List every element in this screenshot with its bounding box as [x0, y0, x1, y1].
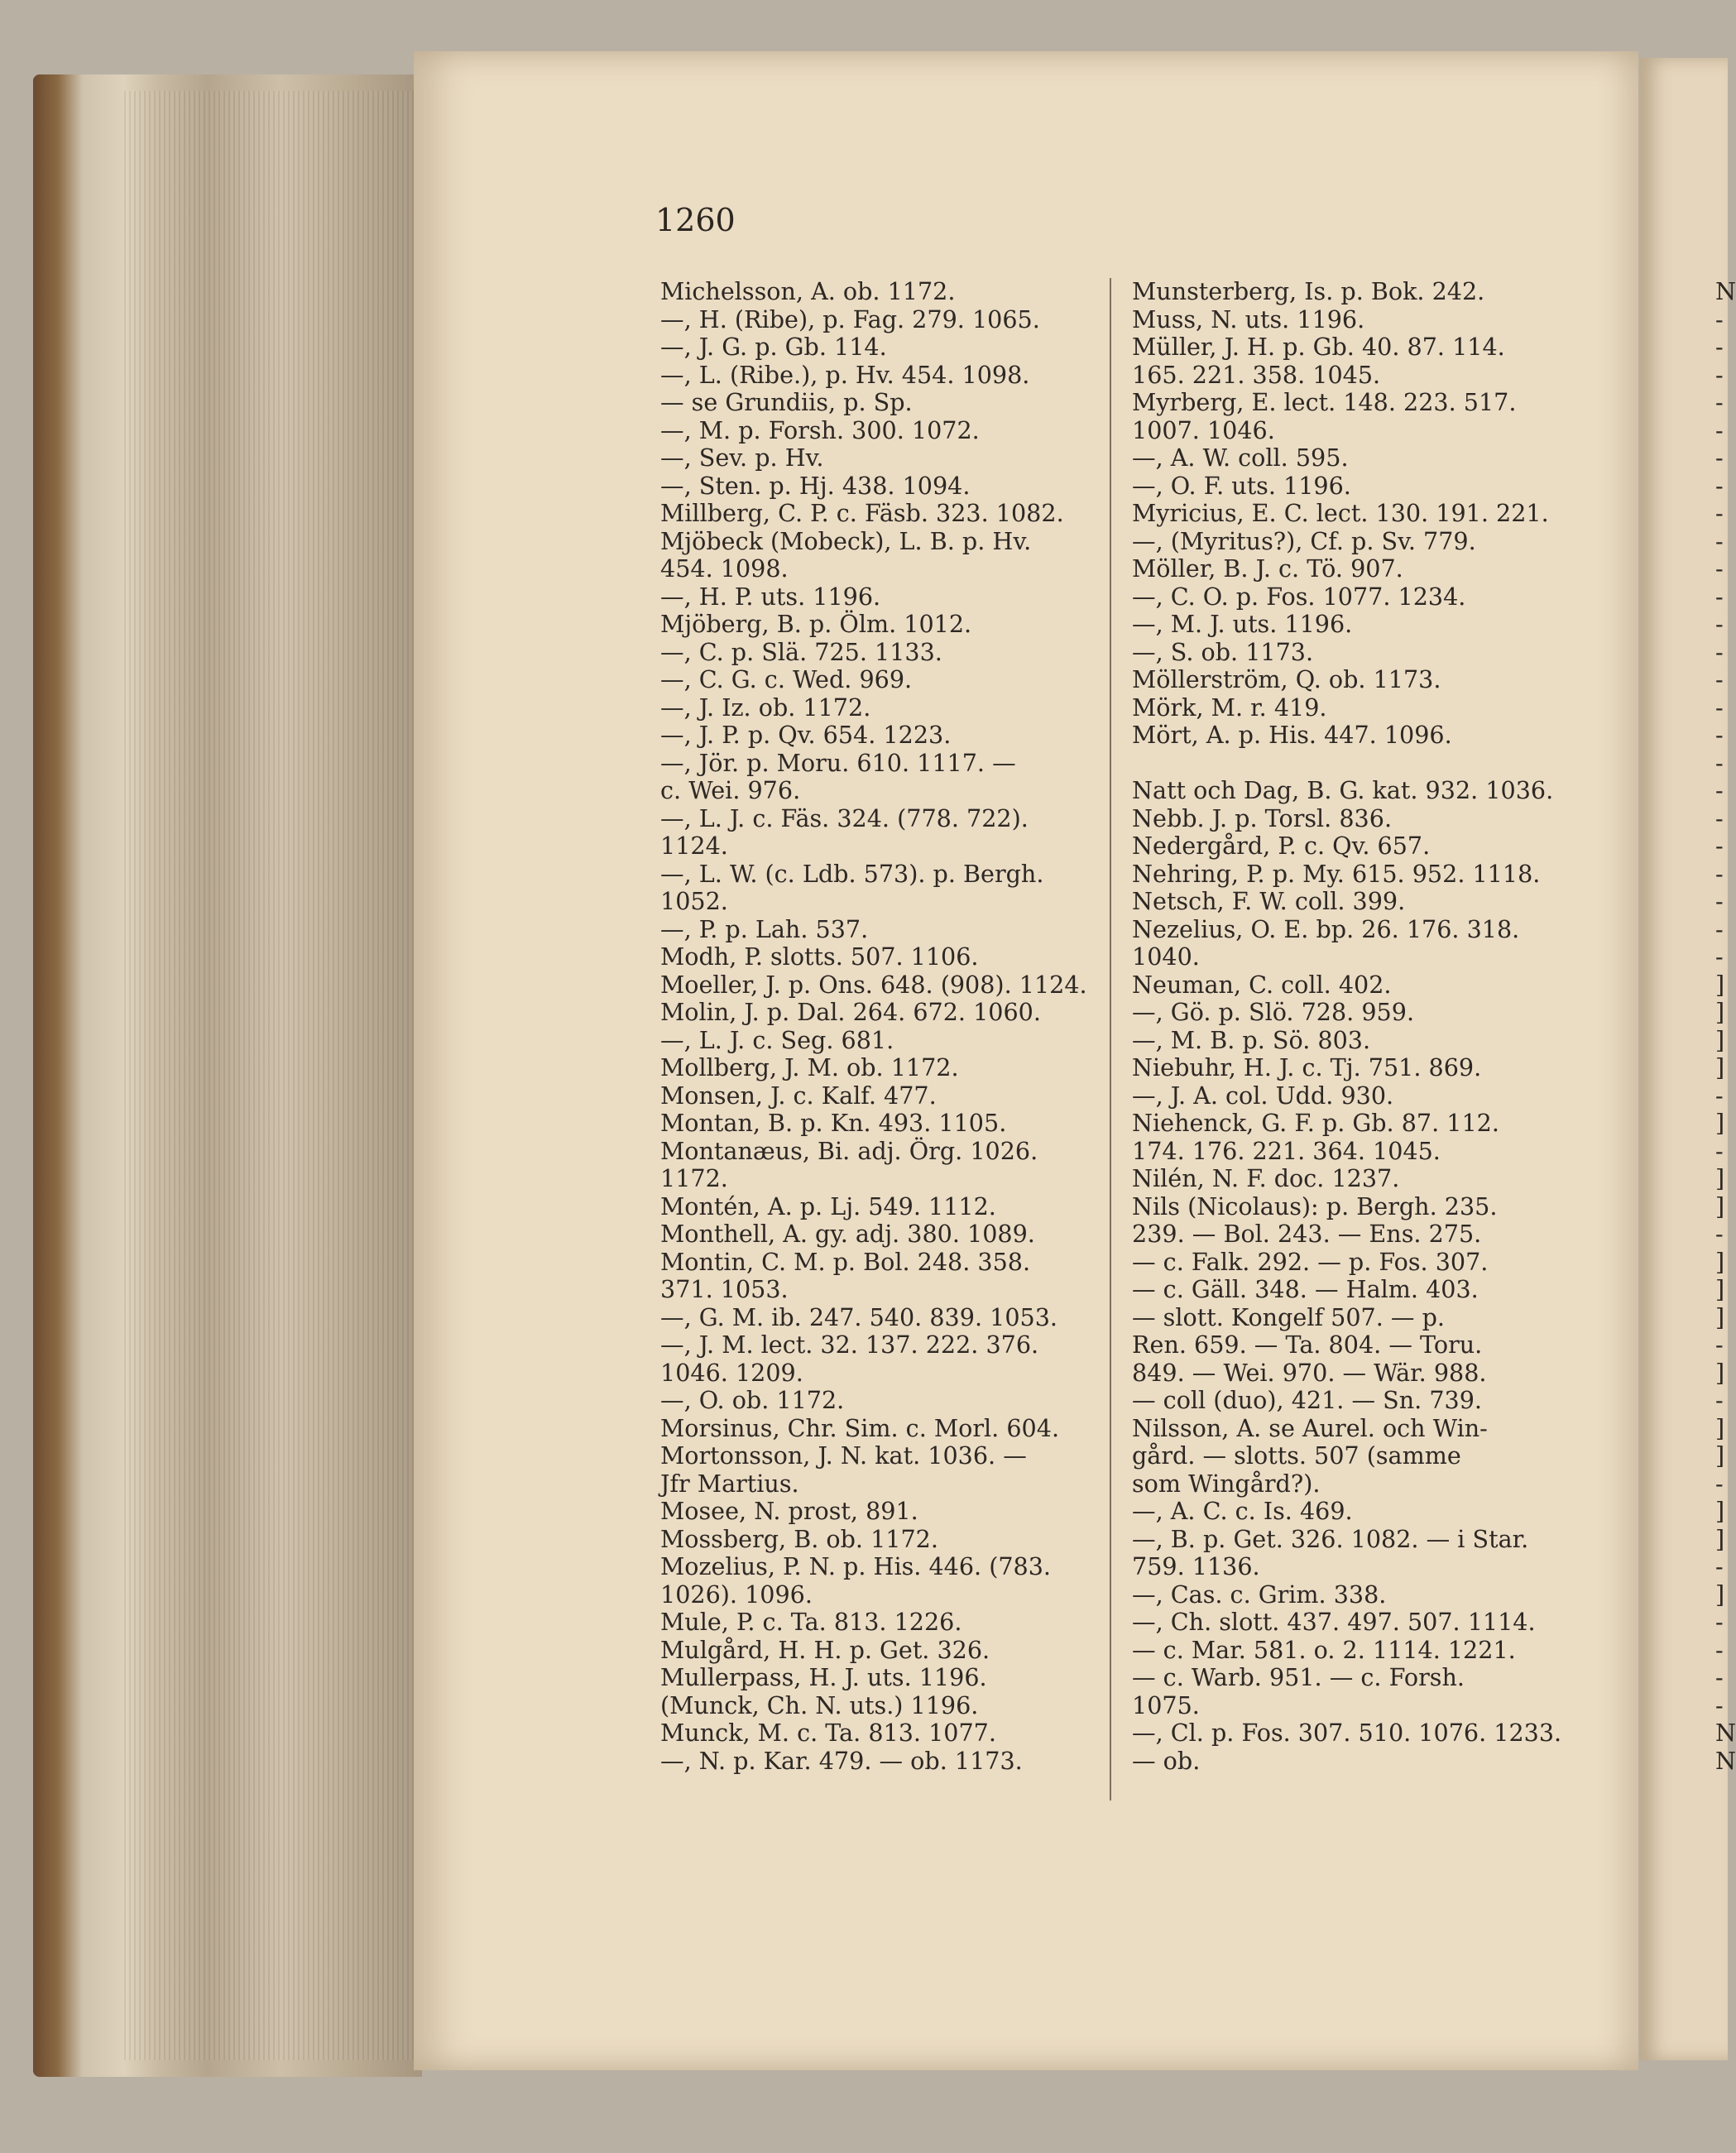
index-entry: Neuman, C. coll. 402. [1132, 970, 1392, 999]
index-entry: —, O. F. uts. 1196. [1132, 471, 1351, 500]
edge-mark: - [1715, 582, 1724, 611]
index-entry: Mört, A. p. His. 447. 1096. [1132, 721, 1452, 749]
index-entry: Morsinus, Chr. Sim. c. Morl. 604. [660, 1413, 1060, 1442]
index-entry: Mule, P. c. Ta. 813. 1226. [660, 1608, 962, 1636]
edge-mark: - [1715, 748, 1724, 777]
edge-mark: ] [1715, 998, 1725, 1026]
index-entry: Mjöberg, B. p. Ölm. 1012. [660, 610, 972, 638]
index-entry: Nedergård, P. c. Qv. 657. [1132, 832, 1431, 860]
index-entry: 454. 1098. [660, 554, 789, 583]
index-entry: Mollberg, J. M. ob. 1172. [660, 1053, 959, 1081]
edge-mark: - [1715, 444, 1724, 472]
index-entry: —, Cas. c. Grim. 338. [1132, 1580, 1387, 1609]
edge-mark: ] [1715, 1580, 1725, 1609]
index-entry: 1124. [660, 832, 728, 860]
index-entry: —, Sev. p. Hv. [660, 444, 824, 472]
edge-mark: N [1715, 1746, 1736, 1775]
edge-mark: ] [1715, 1302, 1725, 1331]
index-entry: —, J. A. col. Udd. 930. [1132, 1081, 1394, 1110]
edge-mark: - [1715, 415, 1724, 444]
edge-mark: - [1715, 499, 1724, 527]
index-entry: —, Ch. slott. 437. 497. 507. 1114. [1132, 1608, 1536, 1636]
edge-mark: - [1715, 304, 1724, 333]
index-entry: Mossberg, B. ob. 1172. [660, 1524, 938, 1553]
index-entry: — se Grundiis, p. Sp. [660, 388, 913, 416]
index-entry: Niehenck, G. F. p. Gb. 87. 112. [1132, 1109, 1499, 1137]
index-entry: Monsen, J. c. Kalf. 477. [660, 1081, 937, 1110]
index-entry: —, C. G. c. Wed. 969. [660, 665, 913, 693]
index-entry: —, P. p. Lah. 537. [660, 914, 869, 943]
edge-mark: ] [1715, 1358, 1725, 1387]
index-entry: —, M. B. p. Sö. 803. [1132, 1025, 1371, 1054]
index-entry: —, L. (Ribe.), p. Hv. 454. 1098. [660, 360, 1030, 389]
index-entry: — coll (duo), 421. — Sn. 739. [1132, 1386, 1483, 1414]
edge-mark: ] [1715, 1053, 1725, 1081]
index-entry: 174. 176. 221. 364. 1045. [1132, 1136, 1441, 1165]
edge-mark: - [1715, 554, 1724, 583]
index-entry: — c. Mar. 581. o. 2. 1114. 1221. [1132, 1635, 1516, 1664]
index-entry: —, Gö. p. Slö. 728. 959. [1132, 998, 1415, 1026]
index-entry: Mullerpass, H. J. uts. 1196. [660, 1663, 987, 1691]
index-entry: Moeller, J. p. Ons. 648. (908). 1124. [660, 970, 1087, 999]
index-entry: Mozelius, P. N. p. His. 446. (783. [660, 1552, 1052, 1580]
edge-mark: N [1715, 1719, 1736, 1747]
index-entry: Monthell, A. gy. adj. 380. 1089. [660, 1220, 1035, 1248]
index-entry: Nils (Nicolaus): p. Bergh. 235. [1132, 1192, 1498, 1220]
index-entry: —, L. J. c. Seg. 681. [660, 1025, 894, 1054]
column-divider [1110, 278, 1111, 1801]
index-entry: —, N. p. Kar. 479. — ob. 1173. [660, 1746, 1023, 1775]
index-entry: — ob. [1132, 1746, 1201, 1775]
index-entry: — c. Warb. 951. — c. Forsh. [1132, 1663, 1465, 1691]
index-entry: Michelsson, A. ob. 1172. [660, 277, 956, 305]
index-entry: 1026). 1096. [660, 1580, 813, 1609]
index-entry [1132, 750, 1579, 778]
edge-mark: - [1715, 887, 1724, 915]
index-entry: —, M. p. Forsh. 300. 1072. [660, 415, 980, 444]
edge-mark: ] [1715, 1524, 1725, 1553]
index-entry: Jfr Martius. [660, 1469, 799, 1498]
index-entry: — c. Falk. 292. — p. Fos. 307. [1132, 1247, 1489, 1276]
right-column [1132, 278, 1579, 1775]
index-entry: 165. 221. 358. 1045. [1132, 360, 1381, 389]
index-entry: —, Jör. p. Moru. 610. 1117. — [660, 748, 1016, 777]
edge-mark: - [1715, 914, 1724, 943]
edge-mark: - [1715, 859, 1724, 888]
index-entry: Montin, C. M. p. Bol. 248. 358. [660, 1247, 1031, 1276]
index-entry: —, (Myritus?), Cf. p. Sv. 779. [1132, 526, 1476, 555]
index-entry: Modh, P. slotts. 507. 1106. [660, 942, 979, 971]
index-entry: 1046. 1209. [660, 1358, 803, 1387]
edge-mark: - [1715, 1608, 1724, 1636]
edge-mark: - [1715, 1635, 1724, 1664]
index-entry: 1172. [660, 1164, 728, 1192]
index-entry: Myrberg, E. lect. 148. 223. 517. [1132, 388, 1517, 416]
edge-mark: N [1715, 277, 1736, 305]
index-entry: Nezelius, O. E. bp. 26. 176. 318. [1132, 914, 1520, 943]
index-entry: Muss, N. uts. 1196. [1132, 304, 1365, 333]
page-number: 1260 [655, 202, 736, 238]
index-entry: Ren. 659. — Ta. 804. — Toru. [1132, 1331, 1483, 1359]
index-entry: Natt och Dag, B. G. kat. 932. 1036. [1132, 776, 1554, 804]
index-entry: 239. — Bol. 243. — Ens. 275. [1132, 1220, 1482, 1248]
index-entry: 759. 1136. [1132, 1552, 1260, 1580]
edge-mark: - [1715, 1552, 1724, 1580]
edge-mark: - [1715, 942, 1724, 971]
index-entry: 1007. 1046. [1132, 415, 1275, 444]
edge-mark: ] [1715, 1192, 1725, 1220]
index-entry: som Wingård?). [1132, 1469, 1321, 1498]
index-entry: —, B. p. Get. 326. 1082. — i Star. [1132, 1524, 1529, 1553]
index-entry: —, G. M. ib. 247. 540. 839. 1053. [660, 1302, 1057, 1331]
index-entry: —, J. Iz. ob. 1172. [660, 693, 871, 722]
index-entry: 371. 1053. [660, 1275, 789, 1303]
index-entry: Molin, J. p. Dal. 264. 672. 1060. [660, 998, 1041, 1026]
index-entry: gård. — slotts. 507 (samme [1132, 1441, 1461, 1470]
index-entry: 849. — Wei. 970. — Wär. 988. [1132, 1358, 1487, 1387]
index-entry: —, H. P. uts. 1196. [660, 582, 881, 611]
index-entry: —, C. O. p. Fos. 1077. 1234. [1132, 582, 1466, 611]
edge-mark: - [1715, 1331, 1724, 1359]
edge-mark: ] [1715, 1413, 1725, 1442]
index-entry: —, L. J. c. Fäs. 324. (778. 722). [660, 803, 1029, 832]
index-entry: Mörk, M. r. 419. [1132, 693, 1327, 722]
edge-mark: - [1715, 776, 1724, 804]
index-entry: (Munck, Ch. N. uts.) 1196. [660, 1690, 979, 1719]
index-entry: —, M. J. uts. 1196. [1132, 610, 1353, 638]
index-entry: —, J. G. p. Gb. 114. [660, 333, 887, 361]
index-entry: Nehring, P. p. My. 615. 952. 1118. [1132, 859, 1541, 888]
index-entry: Mjöbeck (Mobeck), L. B. p. Hv. [660, 526, 1032, 555]
page-block-edge [33, 74, 422, 2077]
index-entry: —, A. W. coll. 595. [1132, 444, 1349, 472]
index-entry: — c. Gäll. 348. — Halm. 403. [1132, 1275, 1479, 1303]
edge-mark: - [1715, 526, 1724, 555]
index-entry: Nilsson, A. se Aurel. och Win- [1132, 1413, 1488, 1442]
edge-mark: - [1715, 1386, 1724, 1414]
index-entry: 1040. [1132, 942, 1200, 971]
index-entry: —, C. p. Slä. 725. 1133. [660, 637, 942, 666]
index-entry: Montén, A. p. Lj. 549. 1112. [660, 1192, 996, 1220]
edge-mark: - [1715, 1220, 1724, 1248]
edge-mark: ] [1715, 1109, 1725, 1137]
edge-mark: ] [1715, 1164, 1725, 1192]
edge-mark: - [1715, 832, 1724, 860]
index-entry: Munsterberg, Is. p. Bok. 242. [1132, 277, 1485, 305]
edge-mark: - [1715, 637, 1724, 666]
index-entry: —, O. ob. 1172. [660, 1386, 845, 1414]
edge-mark: ] [1715, 1497, 1725, 1525]
edge-mark: - [1715, 721, 1724, 749]
edge-mark: ] [1715, 1441, 1725, 1470]
index-entry: Möller, B. J. c. Tö. 907. [1132, 554, 1403, 583]
index-entry: —, J. M. lect. 32. 137. 222. 376. [660, 1331, 1039, 1359]
edge-mark: - [1715, 471, 1724, 500]
edge-mark: ] [1715, 1025, 1725, 1054]
edge-mark: - [1715, 803, 1724, 832]
left-column [660, 278, 1107, 1775]
next-page-text-edge [1715, 277, 1736, 1775]
edge-mark: - [1715, 388, 1724, 416]
edge-mark: - [1715, 610, 1724, 638]
index-entry: 1052. [660, 887, 728, 915]
index-entry: Millberg, C. P. c. Fäsb. 323. 1082. [660, 499, 1064, 527]
edge-mark: - [1715, 360, 1724, 389]
index-entry: Mosee, N. prost, 891. [660, 1497, 918, 1525]
index-entry: Müller, J. H. p. Gb. 40. 87. 114. [1132, 333, 1505, 361]
index-entry: —, H. (Ribe), p. Fag. 279. 1065. [660, 304, 1040, 333]
index-entry: —, Sten. p. Hj. 438. 1094. [660, 471, 971, 500]
edge-mark: - [1715, 665, 1724, 693]
edge-mark: - [1715, 693, 1724, 722]
index-entry: Nebb. J. p. Torsl. 836. [1132, 803, 1393, 832]
index-entry: —, A. C. c. Is. 469. [1132, 1497, 1353, 1525]
edge-mark: - [1715, 1081, 1724, 1110]
index-entry: 1075. [1132, 1690, 1200, 1719]
index-entry: —, J. P. p. Qv. 654. 1223. [660, 721, 952, 749]
index-entry: Niebuhr, H. J. c. Tj. 751. 869. [1132, 1053, 1482, 1081]
index-entry: —, L. W. (c. Ldb. 573). p. Bergh. [660, 859, 1044, 888]
edge-mark: - [1715, 1663, 1724, 1691]
index-entry: Möllerström, Q. ob. 1173. [1132, 665, 1441, 693]
edge-mark: ] [1715, 1247, 1725, 1276]
edge-mark: ] [1715, 970, 1725, 999]
edge-mark: - [1715, 1469, 1724, 1498]
index-entry: —, Cl. p. Fos. 307. 510. 1076. 1233. [1132, 1719, 1562, 1747]
index-entry: —, S. ob. 1173. [1132, 637, 1314, 666]
index-entry: Montanæus, Bi. adj. Örg. 1026. [660, 1136, 1038, 1165]
index-entry: c. Wei. 976. [660, 776, 801, 804]
index-entry: Montan, B. p. Kn. 493. 1105. [660, 1109, 1007, 1137]
index-entry: Munck, M. c. Ta. 813. 1077. [660, 1719, 996, 1747]
edge-mark: - [1715, 1690, 1724, 1719]
index-entry: Netsch, F. W. coll. 399. [1132, 887, 1406, 915]
index-entry: Myricius, E. C. lect. 130. 191. 221. [1132, 499, 1549, 527]
edge-mark: - [1715, 1136, 1724, 1165]
index-entry: Mulgård, H. H. p. Get. 326. [660, 1635, 990, 1664]
edge-mark: ] [1715, 1275, 1725, 1303]
index-entry: Mortonsson, J. N. kat. 1036. — [660, 1441, 1027, 1470]
index-entry: — slott. Kongelf 507. — p. [1132, 1302, 1445, 1331]
edge-mark: - [1715, 333, 1724, 361]
index-entry: Nilén, N. F. doc. 1237. [1132, 1164, 1400, 1192]
